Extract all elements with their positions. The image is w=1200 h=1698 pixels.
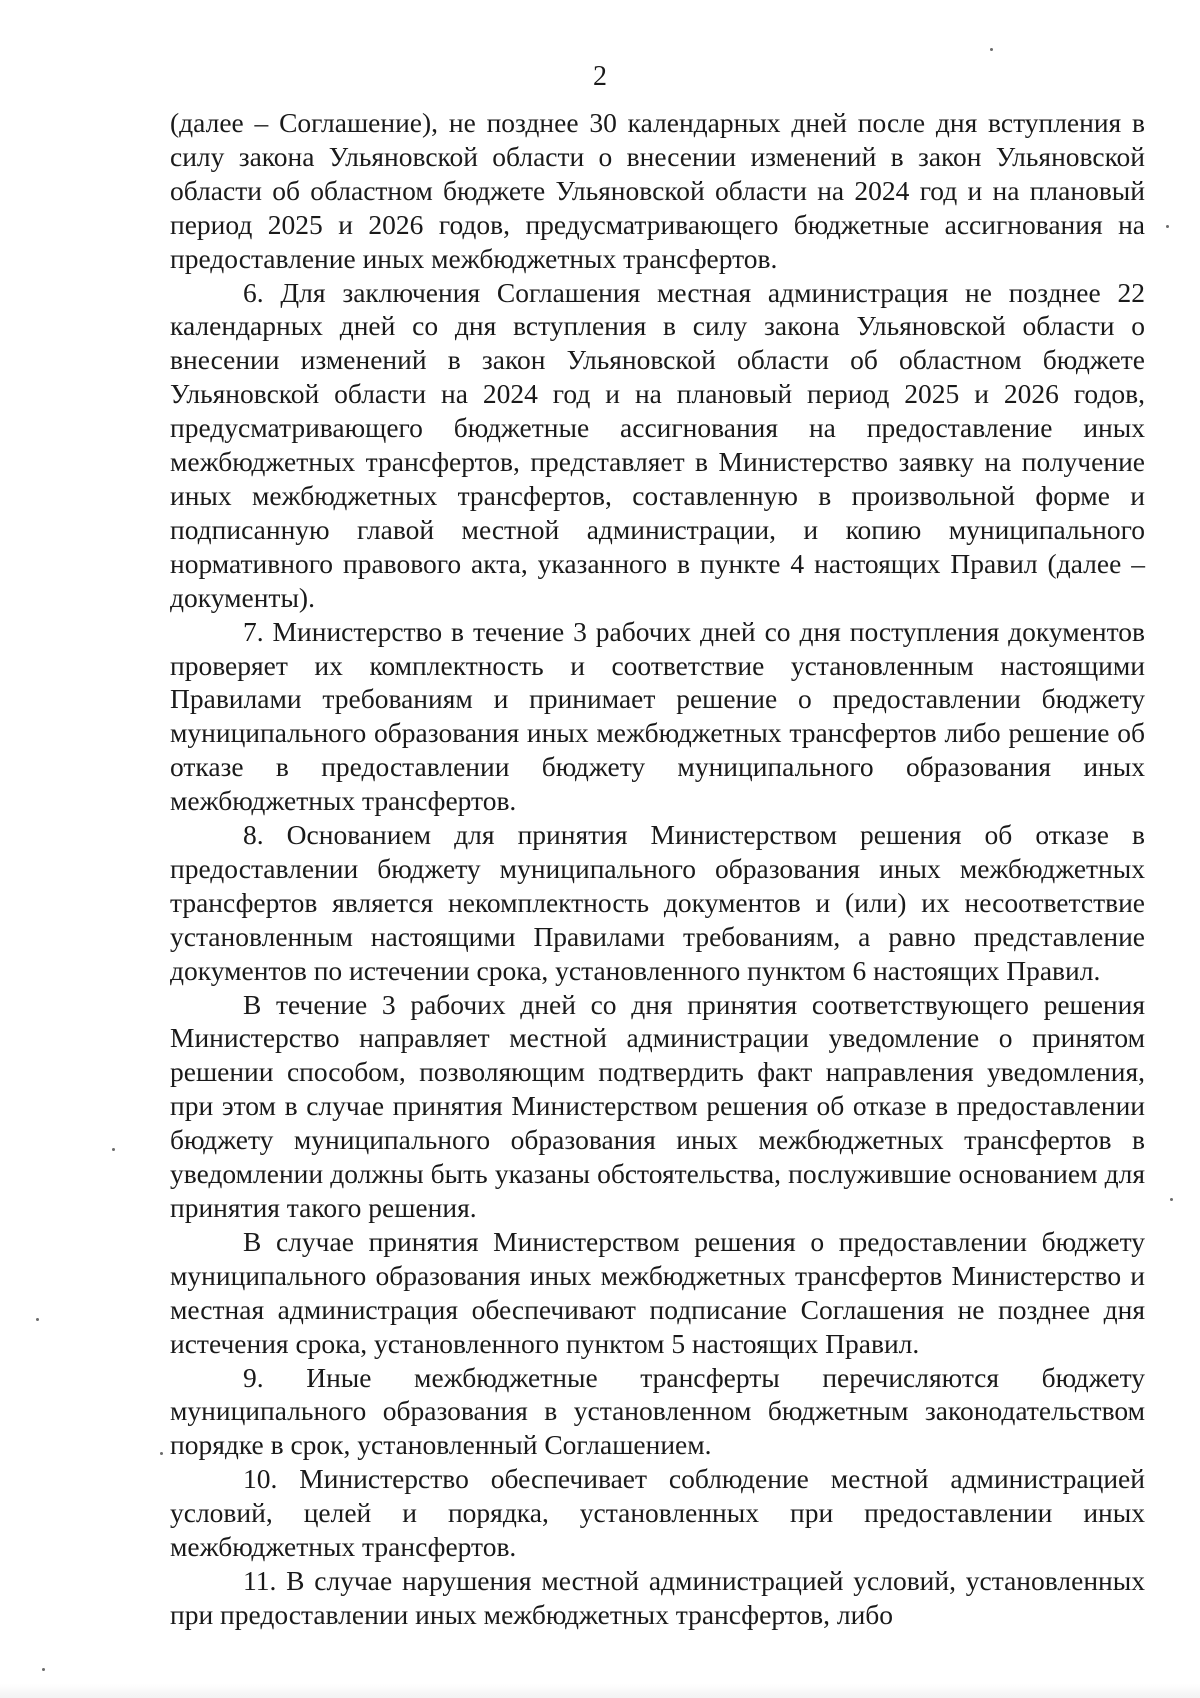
paragraph-item-7: 7. Министерство в течение 3 рабочих дней со дня поступления документов проверяет их комплектность и соответствие установленным настоящими Правилами требованиям и принимает решение о предоставлении бюджету муниципального образования иных межбюджетных трансфертов либо решение об отказе в предоставлении бюджету муниципального образования иных межбюджетных трансфертов. — [170, 615, 1145, 817]
scan-speck — [36, 1318, 39, 1321]
scan-speck — [160, 1452, 163, 1455]
scan-speck — [1166, 225, 1169, 228]
page-number: 2 — [593, 61, 607, 92]
paragraph-notification: В течение 3 рабочих дней со дня принятия соответствующего решения Министерство направляет местной администрации уведомление о принятом решении способом, позволяющим подтвердить факт направления уведомления, при этом в случае принятия Министерством решения об отказе в предоставлении бюджету муниципального образования иных межбюджетных трансфертов в уведомлении должны быть указаны обстоятельства, послужившие основанием для принятия такого решения. — [170, 988, 1145, 1223]
scan-speck — [42, 1668, 45, 1671]
scan-speck — [990, 48, 993, 51]
scan-bottom-edge — [0, 1684, 1200, 1698]
document-body — [170, 106, 1145, 1632]
paragraph-continuation: (далее – Соглашение), не позднее 30 календарных дней после дня вступления в силу закона Ульяновской области о внесении изменений в закон Ульяновской области об областном бюджете Ульяновской области на 2024 год и на плановый период 2025 и 2026 годов, предусматривающего бюджетные ассигнования на предоставление иных межбюджетных трансфертов. — [170, 107, 1145, 274]
scan-speck — [1170, 1198, 1173, 1201]
paragraph-agreement-signing: В случае принятия Министерством решения о предоставлении бюджету муниципального образования иных межбюджетных трансфертов Министерство и местная администрация обеспечивают подписание Соглашения не позднее дня истечения срока, установленного пунктом 5 настоящих Правил. — [170, 1225, 1145, 1359]
paragraph-item-6: 6. Для заключения Соглашения местная администрация не позднее 22 календарных дней со дня вступления в силу закона Ульяновской области о внесении изменений в закон Ульяновской области об областном бюджете Ульяновской области на 2024 год и на плановый период 2025 и 2026 годов, предусматривающего бюджетные ассигнования на предоставление иных межбюджетных трансфертов, представляет в Министерство заявку на получение иных межбюджетных трансфертов, составленную в произвольной форме и подписанную главой местной администрации, и копию муниципального нормативного правового акта, указанного в пункте 4 настоящих Правил (далее – документы). — [170, 276, 1145, 613]
paragraph-item-9: 9. Иные межбюджетные трансферты перечисляются бюджету муниципального образования в установленном бюджетным законодательством порядке в срок, установленный Соглашением. — [170, 1361, 1145, 1461]
scan-speck — [112, 1148, 115, 1151]
paragraph-item-10: 10. Министерство обеспечивает соблюдение местной администрацией условий, целей и порядка, установленных при предоставлении иных межбюджетных трансфертов. — [170, 1463, 1145, 1563]
paragraph-item-11: 11. В случае нарушения местной администрацией условий, установленных при предоставлении иных межбюджетных трансфертов, либо — [170, 1564, 1145, 1630]
paragraph-item-8: 8. Основанием для принятия Министерством решения об отказе в предоставлении бюджету муниципального образования иных межбюджетных трансфертов является некомплектность документов и (или) их несоответствие установленным настоящими Правилами требованиям, а равно представление документов по истечении срока, установленного пунктом 6 настоящих Правил. — [170, 819, 1145, 986]
